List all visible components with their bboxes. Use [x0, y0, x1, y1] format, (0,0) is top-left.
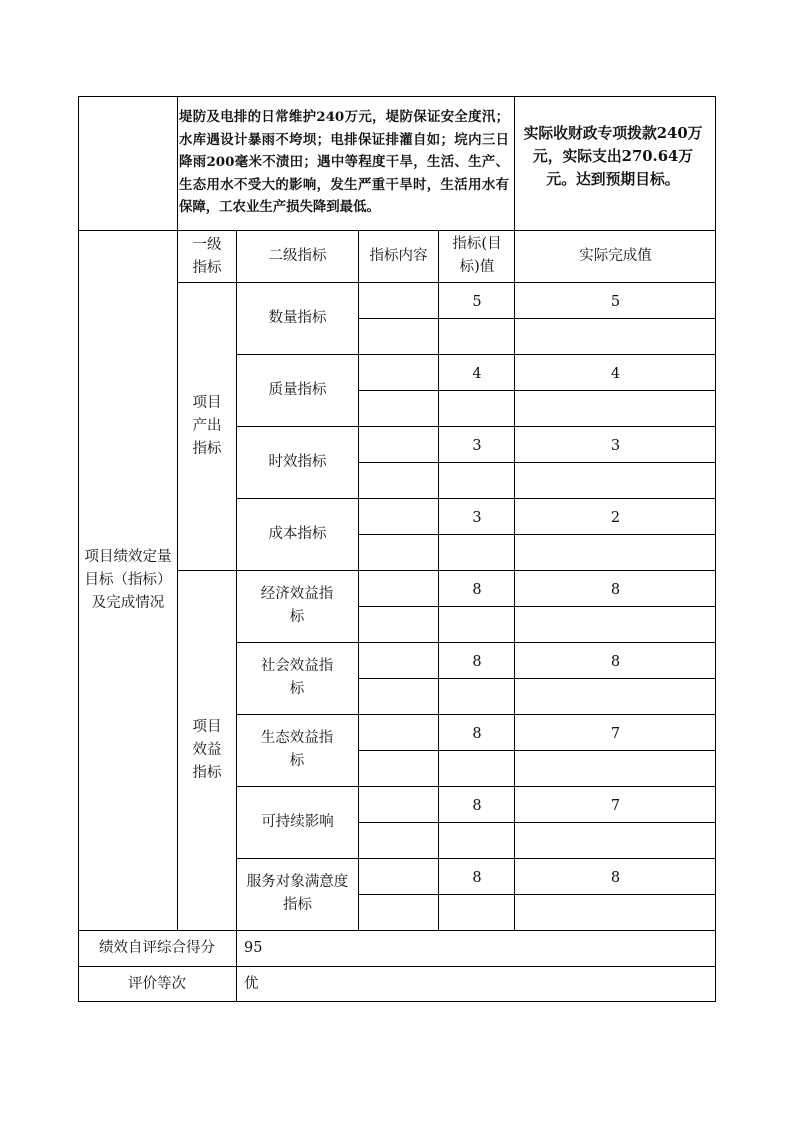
header-content: 指标内容: [369, 247, 428, 264]
performance-table: [78, 96, 716, 1002]
actual-value: 8: [610, 870, 621, 886]
indicator-name: 服务对象满意度指标: [246, 874, 349, 913]
actual-value: 7: [610, 798, 621, 814]
grade-value: 优: [244, 975, 259, 992]
target-value: 5: [472, 294, 482, 310]
actual-value: 3: [610, 438, 621, 454]
indicator-name: 数量指标: [268, 309, 327, 326]
indicator-name: 经济效益指标: [260, 586, 334, 625]
actual-value: 8: [610, 582, 621, 598]
target-value: 3: [472, 438, 482, 454]
indicator-name: 成本指标: [268, 525, 327, 542]
actual-value: 7: [610, 726, 621, 742]
grade-label: 评价等次: [128, 975, 186, 992]
header-level2: 二级指标: [268, 247, 327, 264]
actual-value: 5: [610, 294, 621, 310]
target-value: 8: [472, 726, 482, 742]
section-label: 项目绩效定量目标（指标）及完成情况: [84, 548, 172, 611]
actual-value: 8: [610, 654, 621, 670]
score-label: 绩效自评综合得分: [99, 939, 215, 956]
target-value: 8: [472, 582, 482, 598]
indicator-name: 时效指标: [268, 453, 327, 470]
actual-value: 2: [610, 510, 621, 526]
score-value: 95: [244, 939, 263, 956]
target-value: 3: [472, 510, 482, 526]
indicator-name: 社会效益指标: [260, 658, 334, 697]
target-value: 8: [472, 798, 482, 814]
indicator-name: 可持续影响: [261, 813, 334, 830]
group-label-output: 项目产出指标: [192, 394, 222, 457]
indicator-name: 生态效益指标: [260, 730, 334, 769]
completion-summary: 实际收财政专项拨款240万元，实际支出270.64万元。达到预期目标。: [523, 125, 703, 188]
target-value: 4: [472, 366, 482, 382]
group-label-benefit: 项目效益指标: [192, 718, 222, 781]
indicator-name: 质量指标: [268, 381, 327, 398]
actual-value: 4: [610, 366, 621, 382]
target-value: 8: [472, 654, 482, 670]
header-target: 指标(目标)值: [452, 236, 502, 275]
target-value: 8: [472, 870, 482, 886]
project-description: 堤防及电排的日常维护240万元，堤防保证安全度汛；水库遇设计暴雨不垮坝；电排保证排灌自如；垸内三日降雨200毫米不渍田；遇中等程度干旱，生活、生产、生态用水不受大的影响，发生严重干旱时，生活用水有保障，工农业生产损失降到最低。: [179, 109, 509, 215]
header-actual: 实际完成值: [579, 247, 652, 264]
header-level1: 一级指标: [192, 237, 222, 276]
